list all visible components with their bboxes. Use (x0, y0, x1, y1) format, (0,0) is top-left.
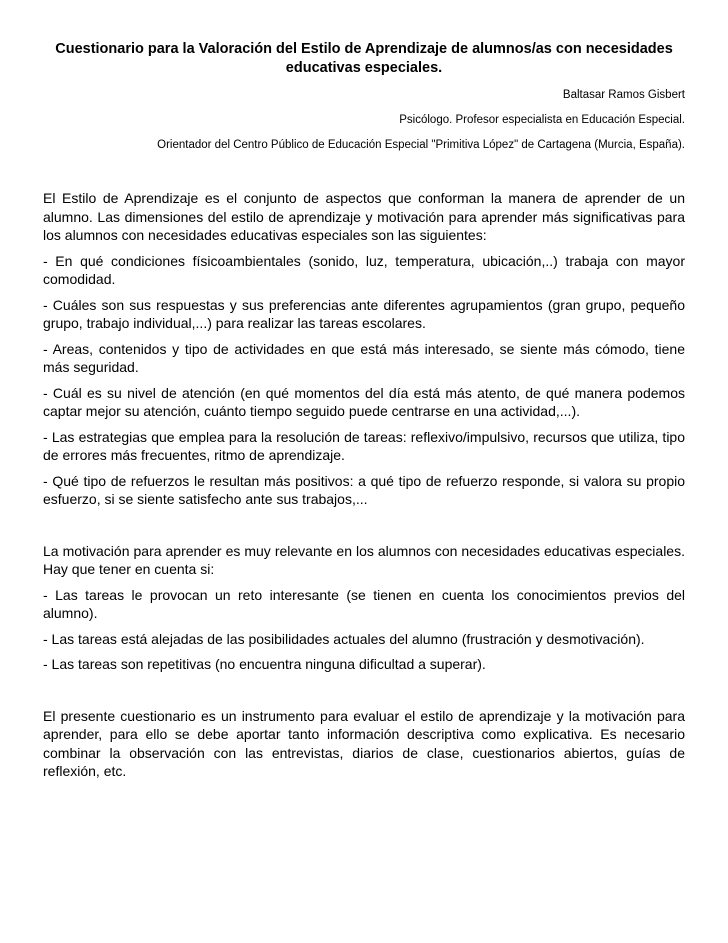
list-item: - Qué tipo de refuerzos le resultan más positivos: a qué tipo de refuerzo responde, si valora su propio esfuerzo, si se siente satisfecho ante sus trabajos,... (43, 472, 685, 507)
author-affiliation: Orientador del Centro Público de Educación Especial "Primitiva López" de Cartagena (Murcia, España). (157, 139, 685, 151)
list-item: - Cuáles son sus respuestas y sus preferencias ante diferentes agrupamientos (gran grupo, pequeño grupo, trabajo individual,...) para realizar las tareas escolares. (43, 296, 685, 331)
list-item: - Las estrategias que emplea para la resolución de tareas: reflexivo/impulsivo, recursos que utiliza, tipo de errores más frecuentes, ritmo de aprendizaje. (43, 428, 685, 463)
section-questionnaire-purpose (43, 707, 685, 781)
list-item: - Cuál es su nivel de atención (en qué momentos del día está más atento, de qué manera podemos captar mejor su atención, cuánto tiempo seguido puede centrarse en una actividad,...). (43, 384, 685, 419)
paragraph-body: El presente cuestionario es un instrumento para evaluar el estilo de aprendizaje y la motivación para aprender, para ello se debe aportar tanto información descriptiva como explicativa. Es necesario combinar la observación con las entrevistas, diarios de clase, cuestionarios abiertos, guías de reflexión, etc. (43, 707, 685, 779)
list-item: - Las tareas son repetitivas (no encuentra ninguna dificultad a superar). (43, 656, 486, 672)
list-item: - Las tareas le provocan un reto interesante (se tienen en cuenta los conocimientos previos del alumno). (43, 586, 685, 621)
list-item: - En qué condiciones físicoambientales (sonido, luz, temperatura, ubicación,..) trabaja con mayor comodidad. (43, 252, 685, 287)
list-item: - Las tareas está alejadas de las posibilidades actuales del alumno (frustración y desmotivación). (43, 630, 645, 647)
list-item: - Areas, contenidos y tipo de actividades en que está más interesado, se siente más cómodo, tiene más seguridad. (43, 340, 685, 375)
author-role: Psicólogo. Profesor especialista en Educación Especial. (399, 114, 685, 126)
section-learning-style (43, 189, 685, 509)
section-motivation (43, 542, 685, 674)
paragraph-intro: El Estilo de Aprendizaje es el conjunto de aspectos que conforman la manera de aprender de un alumno. Las dimensiones del estilo de aprendizaje y motivación para aprender más significativas para los alumnos con necesidades educativas especiales son las siguientes: (43, 190, 685, 243)
author-name: Baltasar Ramos Gisbert (562, 89, 685, 101)
paragraph-intro: La motivación para aprender es muy relevante en los alumnos con necesidades educativas especiales. Hay que tener en cuenta si: (43, 542, 685, 577)
document-title: Cuestionario para la Valoración del Estilo de Aprendizaje de alumnos/as con necesidades educativas especiales. (55, 41, 673, 76)
